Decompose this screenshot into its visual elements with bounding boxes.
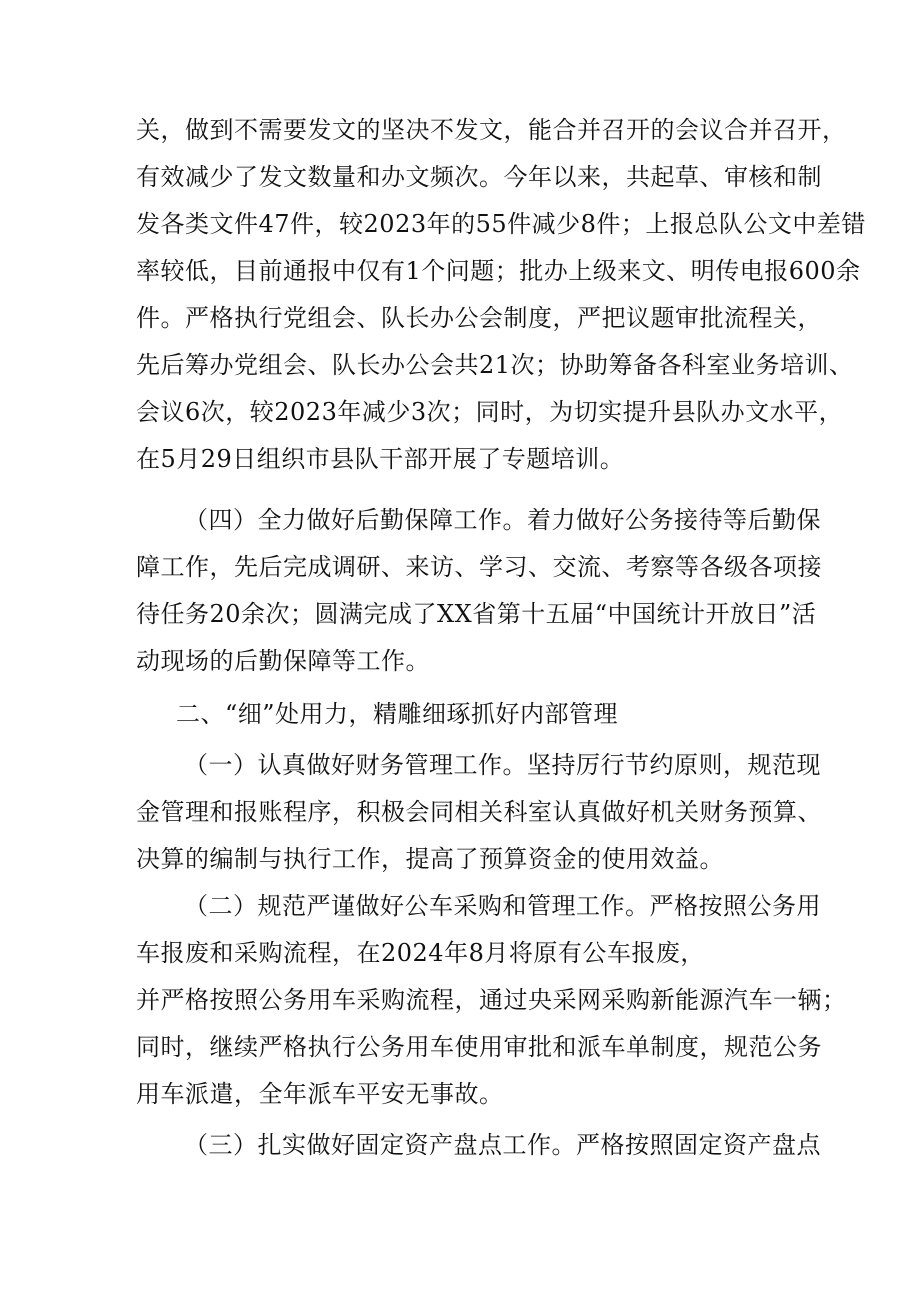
paragraph-line: 率较低，目前通报中仅有1个问题；批办上级来文、明传电报600余 <box>136 257 861 285</box>
paragraph-line: （三）扎实做好固定资产盘点工作。严格按照固定资产盘点 <box>184 1131 821 1159</box>
paragraph-line: 先后筹办党组会、队长办公会共21次；协助筹备各科室业务培训、 <box>136 351 854 379</box>
paragraph-line: （四）全力做好后勤保障工作。着力做好公务接待等后勤保 <box>184 506 821 534</box>
paragraph-line: 障工作，先后完成调研、来访、学习、交流、考察等各级各项接 <box>136 553 822 581</box>
paragraph-line: 关，做到不需要发文的坚决不发文，能合并召开的会议合并召开， <box>136 116 847 144</box>
paragraph-line: 决算的编制与执行工作，提高了预算资金的使用效益。 <box>136 845 724 873</box>
section-heading: 二、“细”处用力，精雕细琢抓好内部管理 <box>176 700 619 728</box>
paragraph-line: 会议6次，较2023年减少3次；同时，为切实提升县队办文水平， <box>136 398 844 426</box>
paragraph-line: 有效减少了发文数量和办文频次。今年以来，共起草、审核和制 <box>136 163 822 191</box>
paragraph-line: 同时，继续严格执行公务用车使用审批和派车单制度，规范公务 <box>136 1033 822 1061</box>
paragraph-line: 发各类文件47件，较2023年的55件减少8件；上报总队公文中差错 <box>136 210 866 238</box>
paragraph-line: 并严格按照公务用车采购流程，通过央采网采购新能源汽车一辆； <box>136 986 847 1014</box>
paragraph-line: 待任务20余次；圆满完成了XX省第十五届“中国统计开放日”活 <box>136 600 817 628</box>
paragraph-line: 用车派遣，全年派车平安无事故。 <box>136 1080 504 1108</box>
paragraph-line: 在5月29日组织市县队干部开展了专题培训。 <box>136 445 625 473</box>
paragraph-line: 动现场的后勤保障等工作。 <box>136 647 430 675</box>
paragraph-line: 件。严格执行党组会、队长办公会制度，严把议题审批流程关， <box>136 304 822 332</box>
paragraph-line: （二）规范严谨做好公车采购和管理工作。严格按照公务用 <box>184 892 821 920</box>
paragraph-line: 车报废和采购流程，在2024年8月将原有公车报废， <box>136 939 705 967</box>
paragraph-line: （一）认真做好财务管理工作。坚持厉行节约原则，规范现 <box>184 751 821 779</box>
paragraph-line: 金管理和报账程序，积极会同相关科室认真做好机关财务预算、 <box>136 798 822 826</box>
